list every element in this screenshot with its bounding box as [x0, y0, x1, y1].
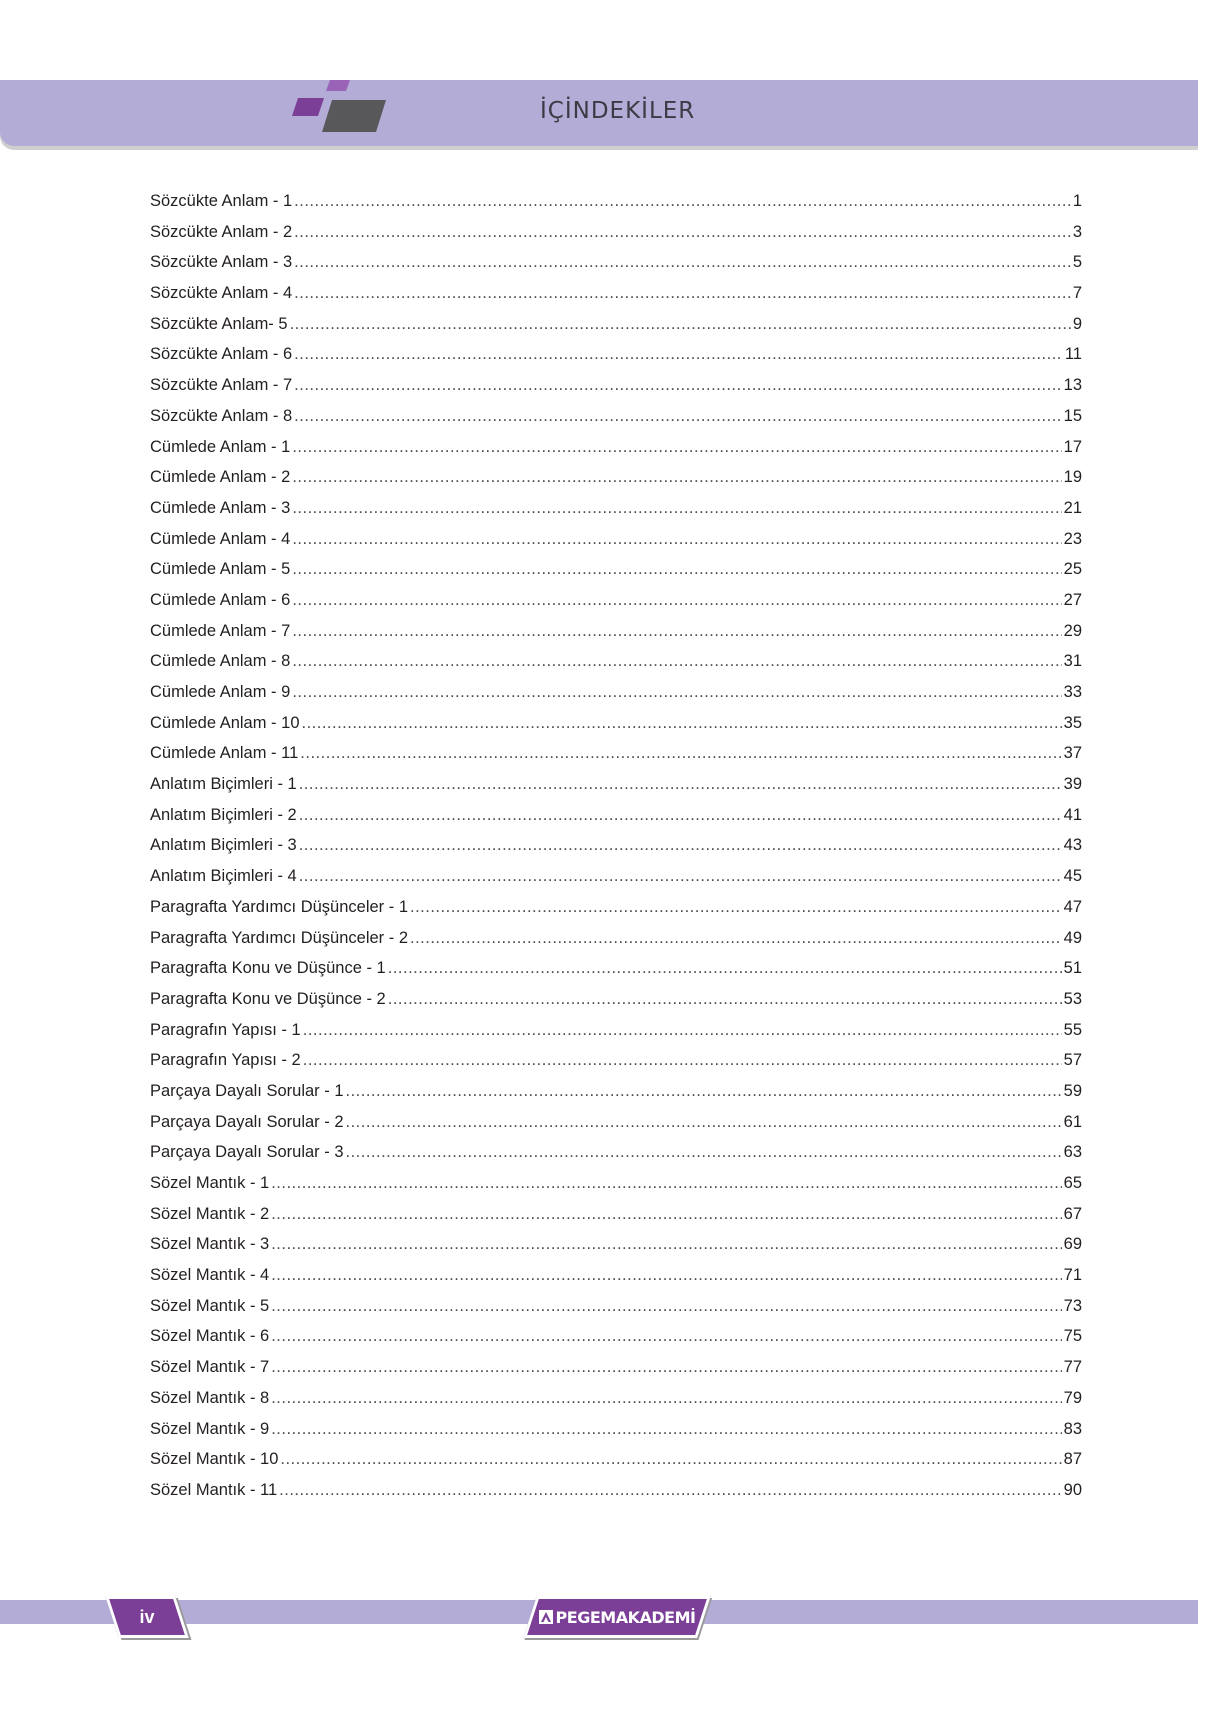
toc-leader-dots [388, 984, 1062, 1015]
toc-entry-title: Paragrafta Konu ve Düşünce - 2 [150, 989, 386, 1008]
toc-leader-dots [292, 554, 1061, 585]
toc-entry-title: Parçaya Dayalı Sorular - 2 [150, 1112, 344, 1131]
toc-entry-page: 83 [1063, 1419, 1082, 1438]
page-number: iv [139, 1607, 155, 1627]
toc-entry-title: Cümlede Anlam - 6 [150, 590, 291, 609]
toc-entry-page: 55 [1063, 1020, 1082, 1039]
toc-entry-title: Cümlede Anlam - 7 [150, 621, 291, 640]
toc-entry-page: 69 [1063, 1235, 1082, 1254]
toc-entry-title: Parçaya Dayalı Sorular - 1 [150, 1081, 344, 1100]
toc-leader-dots [279, 1475, 1061, 1506]
toc-entry[interactable] [150, 677, 1082, 708]
toc-entry-title: Cümlede Anlam - 4 [150, 529, 291, 548]
toc-leader-dots [302, 708, 1062, 739]
toc-entry-page: 67 [1063, 1204, 1082, 1223]
toc-entry-page: 27 [1063, 590, 1082, 609]
brand-name: PEGEMAKADEMİ [555, 1607, 696, 1627]
toc-entry[interactable] [150, 1321, 1082, 1352]
toc-entry-page: 7 [1072, 284, 1082, 303]
toc-entry-page: 61 [1063, 1112, 1082, 1131]
toc-leader-dots [294, 370, 1061, 401]
toc-leader-dots [294, 339, 1063, 370]
toc-leader-dots [292, 646, 1061, 677]
stacked-parallelograms-icon [290, 80, 400, 142]
table-of-contents [150, 186, 1082, 1506]
toc-entry[interactable] [150, 1260, 1082, 1291]
toc-entry-page: 87 [1063, 1450, 1082, 1469]
toc-entry-page: 37 [1063, 744, 1082, 763]
brand-logo [530, 1598, 704, 1636]
toc-entry[interactable] [150, 493, 1082, 524]
toc-entry[interactable] [150, 800, 1082, 831]
toc-entry-page: 25 [1063, 560, 1082, 579]
toc-entry-title: Sözel Mantık - 2 [150, 1204, 270, 1223]
toc-leader-dots [271, 1168, 1061, 1199]
toc-entry[interactable] [150, 1352, 1082, 1383]
toc-entry-page: 59 [1063, 1081, 1082, 1100]
toc-entry[interactable] [150, 830, 1082, 861]
toc-entry-title: Sözcükte Anlam - 2 [150, 222, 293, 241]
toc-entry[interactable] [150, 1199, 1082, 1230]
toc-leader-dots [410, 923, 1062, 954]
toc-entry-title: Sözcükte Anlam - 8 [150, 406, 293, 425]
toc-entry-title: Sözcükte Anlam- 5 [150, 314, 288, 333]
page-title: İÇİNDEKİLER [540, 98, 696, 124]
toc-leader-dots [271, 1383, 1061, 1414]
toc-entry-title: Anlatım Biçimleri - 1 [150, 775, 297, 794]
toc-entry-title: Sözel Mantık - 3 [150, 1235, 270, 1254]
toc-entry-page: 45 [1063, 867, 1082, 886]
toc-leader-dots [271, 1321, 1061, 1352]
toc-entry-title: Sözel Mantık - 9 [150, 1419, 270, 1438]
toc-entry-title: Sözcükte Anlam - 3 [150, 253, 293, 272]
toc-entry-page: 3 [1072, 222, 1082, 241]
toc-entry[interactable] [150, 1383, 1082, 1414]
toc-leader-dots [271, 1352, 1061, 1383]
toc-leader-dots [303, 1045, 1062, 1076]
toc-entry-page: 65 [1063, 1174, 1082, 1192]
toc-entry[interactable] [150, 616, 1082, 647]
toc-entry[interactable] [150, 1414, 1082, 1445]
toc-entry-title: Sözel Mantık - 10 [150, 1450, 279, 1469]
toc-entry[interactable] [150, 217, 1082, 248]
toc-entry-page: 77 [1063, 1358, 1082, 1377]
toc-entry-title: Paragrafta Konu ve Düşünce - 1 [150, 959, 386, 978]
toc-entry-page: 1 [1072, 192, 1082, 210]
toc-entry-title: Cümlede Anlam - 8 [150, 652, 291, 671]
toc-entry-page: 15 [1063, 406, 1082, 425]
toc-entry[interactable] [150, 585, 1082, 616]
toc-entry-title: Paragrafın Yapısı - 2 [150, 1051, 301, 1070]
toc-entry-page: 5 [1072, 253, 1082, 272]
toc-entry-title: Sözel Mantık - 5 [150, 1296, 270, 1315]
toc-entry-title: Cümlede Anlam - 1 [150, 437, 291, 456]
toc-entry-page: 57 [1063, 1051, 1082, 1070]
toc-entry-title: Paragrafta Yardımcı Düşünceler - 2 [150, 928, 409, 947]
toc-leader-dots [292, 585, 1061, 616]
toc-entry-page: 35 [1063, 713, 1082, 732]
toc-leader-dots [388, 953, 1062, 984]
toc-entry-title: Cümlede Anlam - 11 [150, 744, 299, 763]
toc-entry[interactable] [150, 861, 1082, 892]
toc-entry[interactable] [150, 1168, 1082, 1199]
toc-entry[interactable] [150, 1015, 1082, 1046]
toc-entry-page: 51 [1063, 959, 1082, 978]
toc-leader-dots [271, 1414, 1061, 1445]
toc-entry-page: 29 [1063, 621, 1082, 640]
toc-entry[interactable] [150, 769, 1082, 800]
toc-entry[interactable] [150, 186, 1082, 217]
toc-leader-dots [299, 800, 1062, 831]
toc-entry-title: Cümlede Anlam - 9 [150, 683, 291, 701]
pegem-mark-icon [539, 1610, 553, 1624]
toc-entry-title: Anlatım Biçimleri - 3 [150, 836, 297, 855]
toc-leader-dots [410, 892, 1062, 923]
toc-entry-title: Sözcükte Anlam - 1 [150, 192, 293, 210]
toc-entry-title: Sözcükte Anlam - 4 [150, 284, 293, 303]
toc-entry-title: Cümlede Anlam - 5 [150, 560, 291, 579]
toc-leader-dots [294, 401, 1061, 432]
toc-leader-dots [299, 769, 1062, 800]
toc-entry[interactable] [150, 339, 1082, 370]
toc-entry-page: 49 [1063, 928, 1082, 947]
toc-entry[interactable] [150, 1076, 1082, 1107]
toc-leader-dots [271, 1199, 1061, 1230]
toc-entry-title: Cümlede Anlam - 3 [150, 498, 291, 517]
toc-entry-page: 9 [1072, 314, 1082, 333]
toc-entry[interactable] [150, 953, 1082, 984]
toc-entry-page: 41 [1063, 805, 1082, 824]
toc-leader-dots [271, 1260, 1061, 1291]
toc-entry-title: Sözel Mantık - 4 [150, 1266, 270, 1285]
toc-entry[interactable] [150, 432, 1082, 463]
toc-entry[interactable] [150, 247, 1082, 278]
toc-leader-dots [292, 462, 1061, 493]
toc-entry-page: 39 [1063, 775, 1082, 794]
toc-entry-page: 23 [1063, 529, 1082, 548]
toc-entry-page: 33 [1063, 683, 1082, 701]
toc-entry[interactable] [150, 923, 1082, 954]
toc-leader-dots [271, 1291, 1061, 1322]
toc-entry-title: Paragrafın Yapısı - 1 [150, 1020, 301, 1039]
toc-entry[interactable] [150, 524, 1082, 555]
toc-leader-dots [271, 1229, 1061, 1260]
toc-entry-page: 19 [1063, 468, 1082, 487]
toc-entry[interactable] [150, 646, 1082, 677]
toc-entry[interactable] [150, 309, 1082, 340]
toc-entry-title: Cümlede Anlam - 2 [150, 468, 291, 487]
toc-entry-page: 47 [1063, 897, 1082, 916]
toc-entry[interactable] [150, 984, 1082, 1015]
toc-leader-dots [346, 1076, 1062, 1107]
toc-entry-title: Sözcükte Anlam - 7 [150, 376, 293, 395]
toc-entry-title: Sözel Mantık - 8 [150, 1388, 270, 1407]
toc-leader-dots [294, 217, 1071, 248]
toc-entry-title: Anlatım Biçimleri - 2 [150, 805, 297, 824]
toc-leader-dots [303, 1015, 1062, 1046]
toc-entry[interactable] [150, 1475, 1082, 1506]
toc-entry-title: Sözel Mantık - 11 [150, 1480, 278, 1499]
toc-entry[interactable] [150, 1229, 1082, 1260]
toc-entry[interactable] [150, 708, 1082, 739]
toc-leader-dots [292, 677, 1061, 708]
toc-entry-title: Paragrafta Yardımcı Düşünceler - 1 [150, 897, 409, 916]
toc-entry-page: 75 [1063, 1327, 1082, 1346]
toc-leader-dots [292, 493, 1061, 524]
toc-entry-page: 43 [1063, 836, 1082, 855]
toc-entry-page: 63 [1063, 1143, 1082, 1162]
toc-entry[interactable] [150, 401, 1082, 432]
toc-leader-dots [292, 432, 1061, 463]
toc-entry-page: 13 [1063, 376, 1082, 395]
toc-leader-dots [294, 186, 1071, 217]
toc-leader-dots [292, 524, 1061, 555]
toc-leader-dots [346, 1107, 1062, 1138]
toc-entry[interactable] [150, 370, 1082, 401]
toc-leader-dots [280, 1444, 1061, 1475]
toc-entry-title: Sözcükte Anlam - 6 [150, 345, 293, 364]
toc-entry-page: 53 [1063, 989, 1082, 1008]
toc-leader-dots [294, 247, 1071, 278]
toc-entry[interactable] [150, 1444, 1082, 1475]
toc-entry[interactable] [150, 278, 1082, 309]
toc-entry-title: Cümlede Anlam - 10 [150, 713, 300, 732]
toc-entry-page: 31 [1063, 652, 1082, 671]
toc-leader-dots [299, 830, 1062, 861]
toc-leader-dots [292, 616, 1061, 647]
toc-leader-dots [300, 738, 1061, 769]
toc-entry[interactable] [150, 1045, 1082, 1076]
toc-entry-page: 79 [1063, 1388, 1082, 1407]
toc-entry-page: 17 [1063, 437, 1082, 456]
toc-entry[interactable] [150, 554, 1082, 585]
toc-entry-title: Parçaya Dayalı Sorular - 3 [150, 1143, 344, 1162]
toc-leader-dots [294, 278, 1071, 309]
toc-leader-dots [299, 861, 1062, 892]
toc-entry-page: 21 [1063, 498, 1082, 517]
toc-leader-dots [346, 1137, 1062, 1168]
toc-entry[interactable] [150, 1107, 1082, 1138]
toc-entry[interactable] [150, 1291, 1082, 1322]
toc-entry[interactable] [150, 892, 1082, 923]
toc-entry-title: Anlatım Biçimleri - 4 [150, 867, 297, 886]
toc-entry-page: 11 [1064, 345, 1082, 364]
toc-leader-dots [290, 309, 1071, 340]
toc-entry[interactable] [150, 738, 1082, 769]
toc-entry-title: Sözel Mantık - 7 [150, 1358, 270, 1377]
toc-entry[interactable] [150, 1137, 1082, 1168]
toc-entry-page: 73 [1063, 1296, 1082, 1315]
toc-entry-title: Sözel Mantık - 6 [150, 1327, 270, 1346]
toc-entry-page: 71 [1063, 1266, 1082, 1285]
toc-entry[interactable] [150, 462, 1082, 493]
toc-entry-title: Sözel Mantık - 1 [150, 1174, 270, 1192]
toc-entry-page: 90 [1063, 1480, 1082, 1499]
